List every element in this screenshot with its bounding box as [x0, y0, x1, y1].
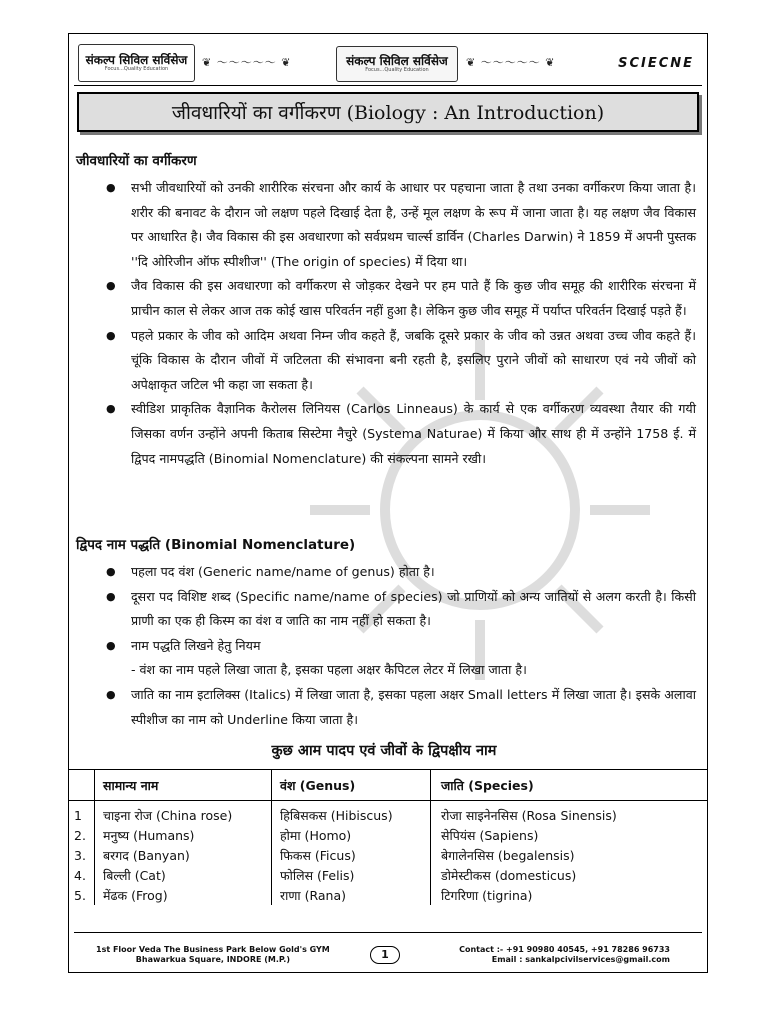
classification-bullet-list — [106, 176, 696, 471]
bullet-item: ● दूसरा पद विशिष्ट शब्द (Specific name/name of species) जो प्राणियों को अन्य जातियों से अलग करती है। किसी प्राणी का एक ही किस्म का वंश व जाति का नाम नहीं हो सकता है। — [106, 585, 696, 634]
cell-genus: फिकस (Ficus) — [272, 845, 431, 865]
subject-label: SCIECNE — [618, 56, 694, 71]
cell-genus: हिबिसकस (Hibiscus) — [272, 801, 431, 826]
table-title: कुछ आम पादप एवं जीवों के द्विपक्षीय नाम — [271, 743, 497, 759]
cell-species: रोजा साइनेनसिस (Rosa Sinensis) — [431, 801, 709, 826]
cell-genus: राणा (Rana) — [272, 885, 431, 905]
cell-index: 5. — [74, 887, 86, 903]
rule-heading: नाम पद्धति लिखने हेतु नियम — [131, 637, 261, 653]
cell-genus: होमा (Homo) — [272, 825, 431, 845]
cell-common-name: बरगद (Banyan) — [95, 845, 272, 865]
section-heading-classification: जीवधारियों का वर्गीकरण — [76, 153, 197, 169]
cell-common-name: बिल्ली (Cat) — [95, 865, 272, 885]
bullet-item: ● सभी जीवधारियों को उनकी शारीरिक संरचना और कार्य के आधार पर पहचाना जाता है तथा उनका वर्गीकरण किया जाता है। शरीर की बनावट के दौरान जो लक्षण पहले दिखाई देता है, उन्हें मूल लक्षण के रूप में जाना जाता है। यह लक्षण जैव विकास पर आधारित है। जैव विकास की इस अवधारणा को सर्वप्रथम चार्ल्स डार्विन (Charles Darwin) ने 1859 में अपनी पुस्तक ''दि ओरिजीन ऑफ स्पीशीज'' (The origin of species) में दिया था। — [106, 176, 696, 274]
page-header — [74, 38, 702, 88]
logo-left-text: संकल्प सिविल सर्विसेज — [85, 53, 188, 68]
logo-left-tagline: Focus...Quality Education — [104, 65, 169, 72]
table-header-row — [68, 770, 708, 801]
cell-species: टिगरिणा (tigrina) — [431, 885, 709, 905]
address-line-1: 1st Floor Veda The Business Park Below Gold's GYM — [96, 945, 330, 954]
bullet-item: ● स्वीडिश प्राकृतिक वैज्ञानिक कैरोलस लिनियस (Carlos Linneaus) के कार्य से एक वर्गीकरण व्यवस्था तैयार की गयी जिसका वर्णन उन्होंने अपनी किताब सिस्टेमा नैचुरे (Systema Naturae) में किया और साथ ही में उन्होंने 1758 ई. में द्विपद नामपद्धति (Binomial Nomenclature) की संकल्पना सामने रखी। — [106, 397, 696, 471]
bullet-item: ● पहला पद वंश (Generic name/name of genus) होता है। — [106, 560, 696, 585]
bullet-item: ● पहले प्रकार के जीव को आदिम अथवा निम्न जीव कहते हैं, जबकि दूसरे प्रकार के जीव को उन्नत अथवा उच्च जीव कहते हैं। चूंकि विकास के दौरान जीवों में जटिलता की संभावना बनी रहती है, इसलिए पुराने जीवों को साधारण एवं नये जीवों को अपेक्षाकृत जटिल भी कहा जा सकता है। — [106, 324, 696, 398]
header-divider — [74, 85, 702, 86]
header-cell-common-name: सामान्य नाम — [95, 770, 272, 801]
bullet-item: ● जैव विकास की इस अवधारणा को वर्गीकरण से जोड़कर देखने पर हम पाते हैं कि कुछ जीव समूह की शारीरिक संरचना में प्राचीन काल से लेकर आज तक कोई खास परिवर्तन नहीं हुआ है। लेकिन कुछ जीव समूह में पर्याप्त परिवर्तन दिखाई पड़ते हैं। — [106, 274, 696, 323]
cell-index: 3. — [74, 847, 86, 863]
table-row — [68, 845, 708, 865]
header-cell-species: जाति (Species) — [431, 770, 709, 801]
page-title: जीवधारियों का वर्गीकरण (Biology : An Introduction) — [77, 92, 699, 132]
binomial-bullet-list — [106, 560, 696, 732]
cell-index: 1 — [74, 807, 82, 823]
ornament-left-icon: ❦ ～～～～～ ❦ — [202, 56, 292, 69]
section-heading-binomial: द्विपद नाम पद्धति (Binomial Nomenclature) — [76, 537, 356, 553]
cell-common-name: चाइना रोज (China rose) — [95, 801, 272, 826]
header-cell-index — [68, 770, 95, 801]
logo-center-text: संकल्प सिविल सर्विसेज — [346, 54, 448, 69]
table-row — [68, 885, 708, 905]
cell-common-name: मेंढक (Frog) — [95, 885, 272, 905]
address-line-2: Bhawarkua Square, INDORE (M.P.) — [135, 955, 290, 964]
binomial-names-table — [68, 769, 708, 905]
contact-phones: Contact :- +91 90980 40545, +91 78286 96733 — [459, 945, 670, 954]
footer-divider — [74, 932, 702, 933]
bullet-item: ● जाति का नाम इटालिक्स (Italics) में लिखा जाता है, इसका पहला अक्षर Small letters में लिखा जाता है। इसके अलावा स्पीशीज का नाम को Underline किया जाता है। — [106, 683, 696, 732]
header-cell-genus: वंश (Genus) — [272, 770, 431, 801]
bullet-item — [106, 634, 696, 683]
table-row — [68, 801, 708, 826]
cell-index: 2. — [74, 827, 86, 843]
cell-genus: फोलिस (Felis) — [272, 865, 431, 885]
cell-species: डोमेस्टीकस (domesticus) — [431, 865, 709, 885]
footer-address — [96, 945, 330, 965]
ornament-right-icon: ❦ ～～～～～ ❦ — [466, 56, 556, 69]
cell-common-name: मनुष्य (Humans) — [95, 825, 272, 845]
logo-center — [336, 46, 458, 82]
cell-species: सेपियंस (Sapiens) — [431, 825, 709, 845]
table-row — [68, 825, 708, 845]
rule-subpoint: - वंश का नाम पहले लिखा जाता है, इसका पहला अक्षर कैपिटल लेटर में लिखा जाता है। — [131, 662, 527, 678]
contact-email: Email : sankalpcivilservices@gmail.com — [491, 955, 670, 964]
cell-species: बेगालेनसिस (begalensis) — [431, 845, 709, 865]
cell-index: 4. — [74, 867, 86, 883]
table-row — [68, 865, 708, 885]
logo-left — [78, 44, 195, 82]
footer-contact — [459, 945, 670, 965]
page-number: 1 — [370, 946, 400, 964]
logo-center-tagline: Focus...Quality Education — [365, 66, 429, 73]
